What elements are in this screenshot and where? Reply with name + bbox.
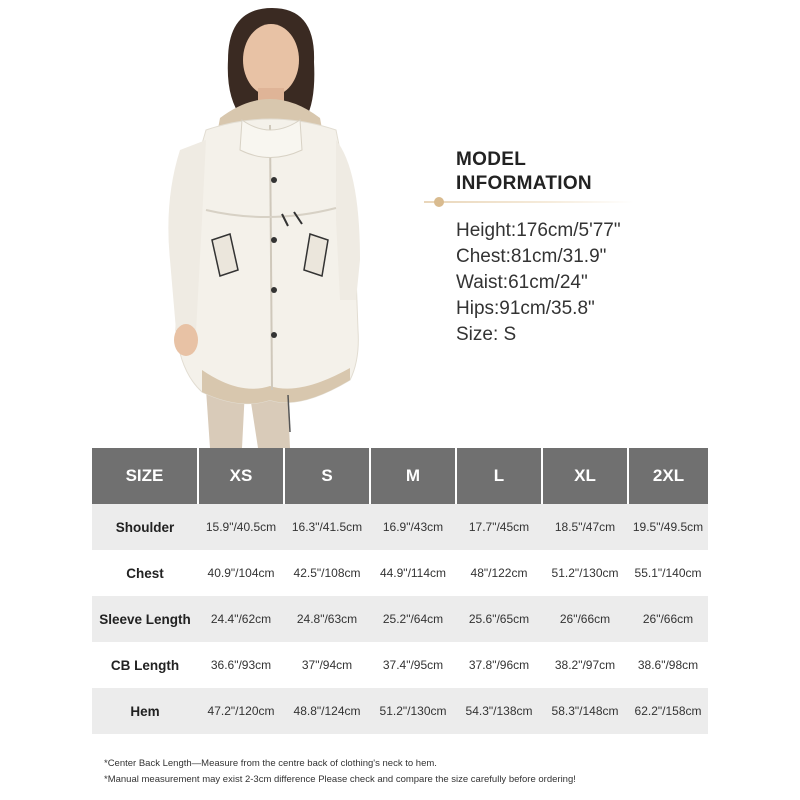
table-cell: 38.2"/97cm: [542, 642, 628, 688]
footnote-cb-length: *Center Back Length—Measure from the centre back of clothing's neck to hem.: [104, 758, 437, 769]
table-cell: 16.3"/41.5cm: [284, 504, 370, 550]
table-cell: 51.2"/130cm: [370, 688, 456, 734]
row-label: Shoulder: [92, 504, 198, 550]
table-cell: 47.2"/120cm: [198, 688, 284, 734]
table-row: [92, 550, 708, 596]
model-title-line2: INFORMATION: [456, 173, 592, 194]
spec-size: Size: S: [456, 324, 517, 345]
table-cell: 24.4"/62cm: [198, 596, 284, 642]
right-sleeve: [336, 140, 360, 300]
table-cell: 19.5"/49.5cm: [628, 504, 708, 550]
header-m: M: [370, 448, 456, 504]
table-cell: 36.6"/93cm: [198, 642, 284, 688]
spec-height: Height:176cm/5'77": [456, 220, 621, 241]
table-cell: 25.6"/65cm: [456, 596, 542, 642]
face: [243, 24, 299, 96]
table-cell: 37.8"/96cm: [456, 642, 542, 688]
table-cell: 55.1"/140cm: [628, 550, 708, 596]
spec-waist: Waist:61cm/24": [456, 272, 588, 293]
table-cell: 54.3"/138cm: [456, 688, 542, 734]
header-2xl: 2XL: [628, 448, 708, 504]
table-cell: 58.3"/148cm: [542, 688, 628, 734]
model-illustration: [150, 0, 390, 448]
spec-chest: Chest:81cm/31.9": [456, 246, 607, 267]
model-photo: [150, 0, 390, 448]
row-label: Sleeve Length: [92, 596, 198, 642]
table-cell: 18.5"/47cm: [542, 504, 628, 550]
model-information: [456, 148, 776, 196]
header-xs: XS: [198, 448, 284, 504]
table-cell: 24.8"/63cm: [284, 596, 370, 642]
table-cell: 37"/94cm: [284, 642, 370, 688]
table-cell: 44.9"/114cm: [370, 550, 456, 596]
table-cell: 51.2"/130cm: [542, 550, 628, 596]
footnotes: [104, 756, 744, 788]
table-cell: 25.2"/64cm: [370, 596, 456, 642]
table-cell: 48"/122cm: [456, 550, 542, 596]
footnote-measurement: *Manual measurement may exist 2-3cm difference Please check and compare the size carefully before ordering!: [104, 774, 576, 785]
spec-hips: Hips:91cm/35.8": [456, 298, 595, 319]
table-cell: 15.9"/40.5cm: [198, 504, 284, 550]
table-cell: 62.2"/158cm: [628, 688, 708, 734]
table-row: [92, 642, 708, 688]
table-row: [92, 504, 708, 550]
table-cell: 26"/66cm: [628, 596, 708, 642]
table-header-row: [92, 448, 708, 504]
table-row: [92, 596, 708, 642]
row-label: Hem: [92, 688, 198, 734]
table-row: [92, 688, 708, 734]
table-cell: 48.8"/124cm: [284, 688, 370, 734]
row-label: CB Length: [92, 642, 198, 688]
header-size: SIZE: [92, 448, 198, 504]
table-cell: 37.4"/95cm: [370, 642, 456, 688]
table-cell: 40.9"/104cm: [198, 550, 284, 596]
table-cell: 42.5"/108cm: [284, 550, 370, 596]
header-s: S: [284, 448, 370, 504]
model-info-title: [456, 148, 776, 196]
size-chart-table: [92, 448, 708, 734]
model-title-line1: MODEL: [456, 149, 527, 170]
header-xl: XL: [542, 448, 628, 504]
table-cell: 17.7"/45cm: [456, 504, 542, 550]
divider-line: [424, 201, 634, 203]
table-cell: 38.6"/98cm: [628, 642, 708, 688]
table-cell: 26"/66cm: [542, 596, 628, 642]
model-specs: [456, 218, 621, 348]
divider-dot: [434, 197, 444, 207]
header-l: L: [456, 448, 542, 504]
table-cell: 16.9"/43cm: [370, 504, 456, 550]
row-label: Chest: [92, 550, 198, 596]
